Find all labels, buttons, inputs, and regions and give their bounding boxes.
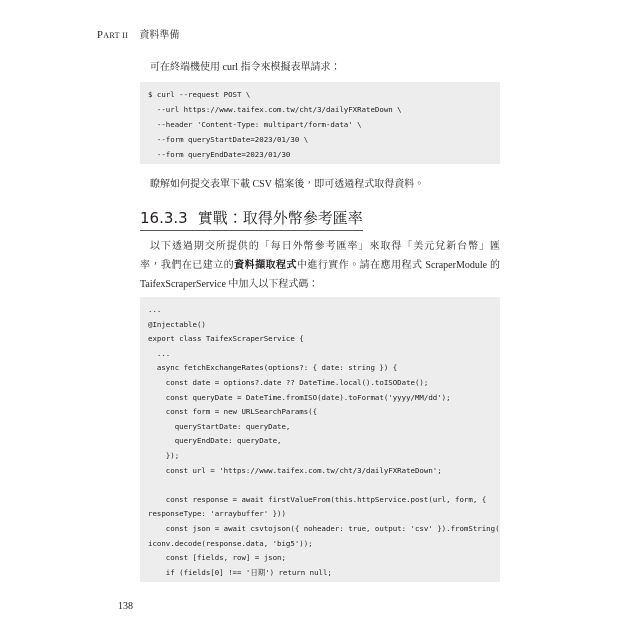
- paragraph-line: 以下透過期交所提供的「每日外幣參考匯率」來取得「美元兌新台幣」匯: [150, 241, 500, 252]
- code-line: --header 'Content-Type: multipart/form-data' \: [148, 119, 362, 129]
- paragraph-text: 率，我們在已建立的: [140, 260, 235, 271]
- code-line: const url = 'https://www.taifex.com.tw/cht/3/dailyFXRateDown';: [148, 465, 442, 475]
- code-line: });: [148, 450, 180, 460]
- code-line: queryEndDate: queryDate,: [148, 436, 282, 446]
- intro-text: 可在終端機使用 curl 指令來模擬表單請求：: [150, 62, 341, 73]
- paragraph-line: [140, 256, 500, 275]
- curl-code-block: [140, 82, 500, 164]
- code-line: $ curl --request POST \: [148, 89, 251, 99]
- running-header: [97, 27, 179, 43]
- code-line: async fetchExchangeRates(options?: { date: string }) {: [148, 363, 398, 373]
- section-number: 16.3.3: [140, 209, 188, 227]
- code-line: export class TaifexScraperService {: [148, 334, 304, 344]
- code-line: @Injectable(): [148, 319, 206, 329]
- code-line: queryStartDate: queryDate,: [148, 421, 291, 431]
- code-line: --form queryEndDate=2023/01/30: [148, 149, 291, 159]
- paragraph-text: 中進行實作。請在應用程式 ScraperModule 的: [296, 260, 501, 271]
- bold-term: 資料擷取程式: [234, 260, 297, 271]
- code-line: ...: [148, 348, 171, 358]
- chapter-title: 資料準備: [139, 30, 180, 41]
- typescript-code-block: [140, 297, 500, 582]
- section-title: 實戰：取得外幣參考匯率: [197, 209, 363, 227]
- page-number: 138: [118, 601, 133, 612]
- code-line: --url https://www.taifex.com.tw/cht/3/dailyFXRateDown \: [148, 104, 402, 114]
- code-line: --form queryStartDate=2023/01/30 \: [148, 134, 309, 144]
- code-line: ...: [148, 305, 162, 314]
- paragraph-line: TaifexScraperService 中加入以下程式碼：: [140, 279, 319, 290]
- code-line: iconv.decode(response.data, 'big5'));: [148, 538, 313, 548]
- code-line: responseType: 'arraybuffer' })): [148, 509, 286, 519]
- section-heading: [140, 208, 363, 231]
- body-text: 瞭解如何提交表單下載 CSV 檔案後，即可透過程式取得資料。: [150, 179, 425, 190]
- code-line: if (fields[0] !== '日期') return null;: [148, 567, 332, 577]
- code-line: const [fields, row] = json;: [148, 553, 286, 563]
- code-line: const json = await csvtojson({ noheader: true, output: 'csv' }).fromString(: [148, 523, 500, 533]
- code-line: const response = await firstValueFrom(this.httpService.post(url, form, {: [148, 494, 487, 504]
- paragraph: [140, 237, 500, 294]
- code-line: [148, 478, 500, 493]
- code-line: const queryDate = DateTime.fromISO(date).toFormat('yyyy/MM/dd');: [148, 392, 451, 402]
- part-label: PART II: [97, 30, 129, 41]
- code-line: const date = options?.date ?? DateTime.local().toISODate();: [148, 377, 429, 387]
- code-line: const form = new URLSearchParams({: [148, 407, 318, 417]
